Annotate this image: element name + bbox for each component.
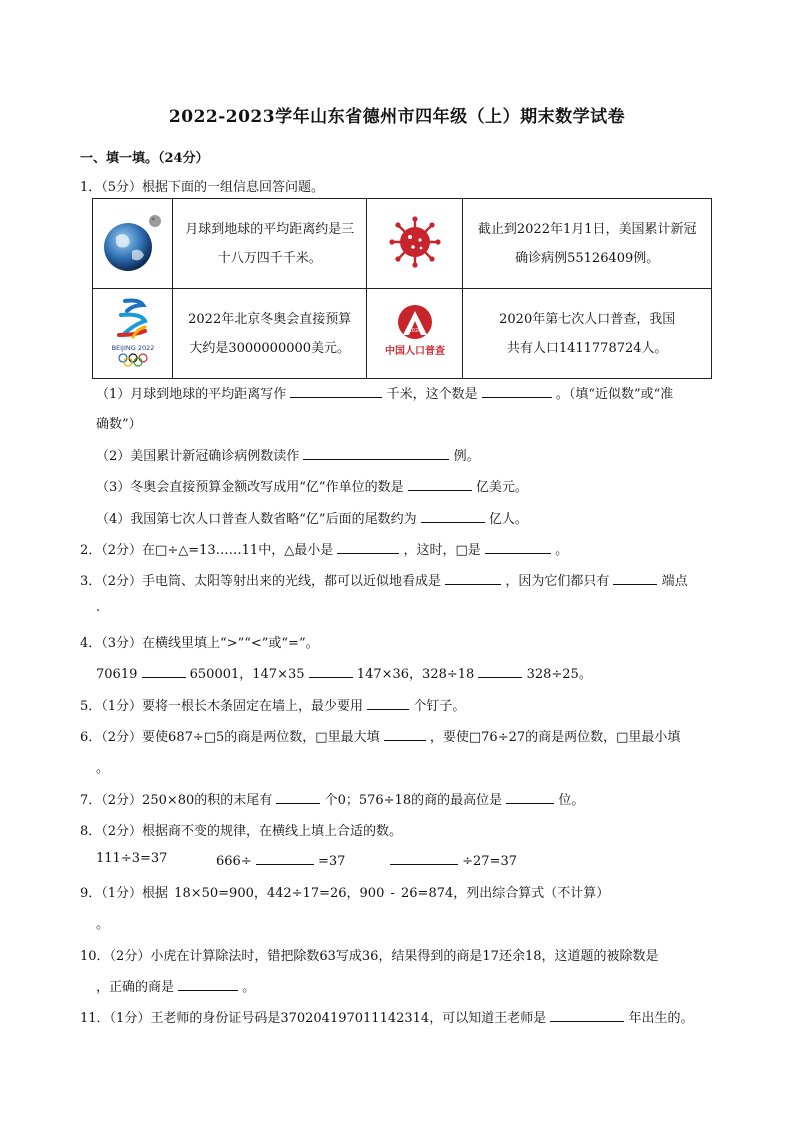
q10-cont (96, 976, 255, 995)
census-population-cell (463, 289, 712, 379)
olympic-budget-cell (173, 289, 367, 379)
text: 650001，147×35 (189, 667, 305, 682)
text: 端点 (661, 574, 688, 589)
answer-blank[interactable] (303, 446, 449, 460)
question-11 (80, 1007, 694, 1026)
question-8-eq1: 111÷3=37 (96, 851, 168, 866)
cell-text: 大约是3000000000美元。 (189, 340, 351, 356)
cell-text: 月球到地球的平均距离约是三 (185, 221, 355, 237)
q1-sub1-line (96, 383, 673, 402)
text: 11．（1分）王老师的身份证号码是370204197011142314，可以知道王老师是 (80, 1011, 547, 1026)
text: （2）美国累计新冠确诊病例数读作 (96, 449, 300, 464)
text: 。（填“近似数”或“准 (555, 387, 674, 402)
answer-blank[interactable] (613, 571, 657, 585)
text: 3．（2分）手电筒、太阳等射出来的光线，都可以近似地看成是 (80, 574, 442, 589)
answer-blank[interactable] (482, 384, 552, 398)
answer-blank[interactable] (506, 790, 554, 804)
text: 2．（2分）在□÷△=13……11中，△最小是 (80, 543, 334, 558)
moon-distance-cell (173, 199, 367, 289)
text: （1）月球到地球的平均距离写作 (96, 387, 287, 402)
answer-blank[interactable] (367, 696, 409, 710)
answer-blank[interactable] (309, 664, 353, 678)
q6-cont: 。 (96, 761, 110, 776)
text: 147×36，328÷18 (356, 667, 475, 682)
question-7 (80, 789, 584, 808)
answer-blank[interactable] (445, 571, 501, 585)
virus-cell (367, 199, 463, 289)
text: 个0；576÷18的商的最高位是 (324, 793, 503, 808)
answer-blank[interactable] (478, 664, 522, 678)
answer-blank[interactable] (276, 790, 320, 804)
q1-sub4-line (96, 508, 528, 527)
earth-cell (93, 199, 173, 289)
answer-blank[interactable] (550, 1008, 624, 1022)
text: ÷27=37 (462, 854, 518, 869)
info-table (92, 198, 712, 379)
question-8-eq2 (216, 851, 345, 869)
cell-text: 确诊病例55126409例。 (515, 250, 660, 266)
covid-cases-cell (463, 199, 712, 289)
virus-icon (389, 216, 441, 268)
text: 。 (242, 980, 256, 995)
text: ，这时，□是 (403, 543, 481, 558)
text: （3）冬奥会直接预算金额改写成用“亿”作单位的数是 (96, 480, 404, 495)
question-5 (80, 695, 465, 714)
text: 5．（1分）要将一根长木条固定在墙上，最少要用 (80, 699, 364, 714)
answer-blank[interactable] (390, 851, 458, 865)
answer-blank[interactable] (408, 477, 472, 491)
question-1-stem: 1．（5分）根据下面的一组信息回答问题。 (80, 180, 325, 195)
q1-sub3-line (96, 476, 528, 495)
text: 6．（2分）要使687÷□5的商是两位数，□里最大填 (80, 730, 380, 745)
beijing-logo-text: BEIJING 2022 (111, 343, 154, 352)
q1-sub2-line (96, 445, 480, 464)
question-6 (80, 726, 680, 745)
census-year-text: 2020 (408, 327, 422, 334)
answer-blank[interactable] (384, 727, 426, 741)
census-logo-text: 中国人口普查 (384, 345, 445, 357)
question-4-items (96, 663, 592, 682)
text: 328÷25。 (526, 667, 592, 682)
text: （4）我国第七次人口普查人数省略“亿”后面的尾数约为 (96, 512, 417, 527)
q9-cont: 。 (96, 917, 110, 932)
beijing-2022-logo-icon (103, 295, 163, 369)
question-3 (80, 570, 688, 589)
text: 7．（2分）250×80的积的末尾有 (80, 793, 273, 808)
census-logo-cell (367, 289, 463, 379)
question-9: 9．（1分）根据 18×50=900，442÷17=26，900 - 26=874，列出综合算式（不计算） (80, 886, 610, 901)
question-8-stem: 8．（2分）根据商不变的规律，在横线上填上合适的数。 (80, 824, 403, 839)
question-2 (80, 539, 568, 558)
answer-blank[interactable] (421, 509, 485, 523)
census-logo-icon (370, 302, 460, 362)
question-10: 10．（2分）小虎在计算除法时，错把除数63写成36，结果得到的商是17还余18，这道题的被除数是 (80, 949, 659, 964)
text: 亿人。 (488, 512, 528, 527)
section-heading: 一、填一填。（24分） (80, 151, 209, 166)
cell-text: 共有人口1411778724人。 (506, 340, 668, 356)
text: 位。 (558, 793, 585, 808)
text: =37 (318, 854, 346, 869)
beijing-logo-cell (93, 289, 173, 379)
answer-blank[interactable] (256, 851, 314, 865)
text: 千米，这个数是 (386, 387, 478, 402)
question-4-stem: 4．（3分）在横线里填上“>”“<”或“=”。 (80, 636, 319, 651)
text: ，正确的商是 (96, 980, 175, 995)
answer-blank[interactable] (178, 977, 238, 991)
page-title: 2022-2023学年山东省德州市四年级（上）期末数学试卷 (168, 107, 626, 127)
text: ，因为它们都只有 (505, 574, 610, 589)
cell-text: 截止到2022年1月1日，美国累计新冠 (477, 221, 697, 237)
q3-cont: . (96, 600, 101, 615)
answer-blank[interactable] (290, 384, 382, 398)
text: 年出生的。 (628, 1011, 694, 1026)
answer-blank[interactable] (142, 664, 186, 678)
text: 666÷ (216, 854, 252, 869)
text: 。 (555, 543, 569, 558)
answer-blank[interactable] (485, 540, 551, 554)
text: 例。 (453, 449, 480, 464)
text: 70619 (96, 667, 138, 682)
cell-text: 十八万四千千米。 (217, 250, 322, 266)
q1-sub1-cont: 确数”） (96, 417, 142, 432)
question-8-eq3 (390, 851, 517, 869)
text: 个钉子。 (413, 699, 466, 714)
cell-text: 2022年北京冬奥会直接预算 (188, 311, 352, 327)
earth-moon-icon (98, 207, 168, 277)
answer-blank[interactable] (337, 540, 399, 554)
text: 亿美元。 (475, 480, 528, 495)
cell-text: 2020年第七次人口普查，我国 (499, 311, 676, 327)
text: ，要使□76÷27的商是两位数，□里最小填 (429, 730, 681, 745)
